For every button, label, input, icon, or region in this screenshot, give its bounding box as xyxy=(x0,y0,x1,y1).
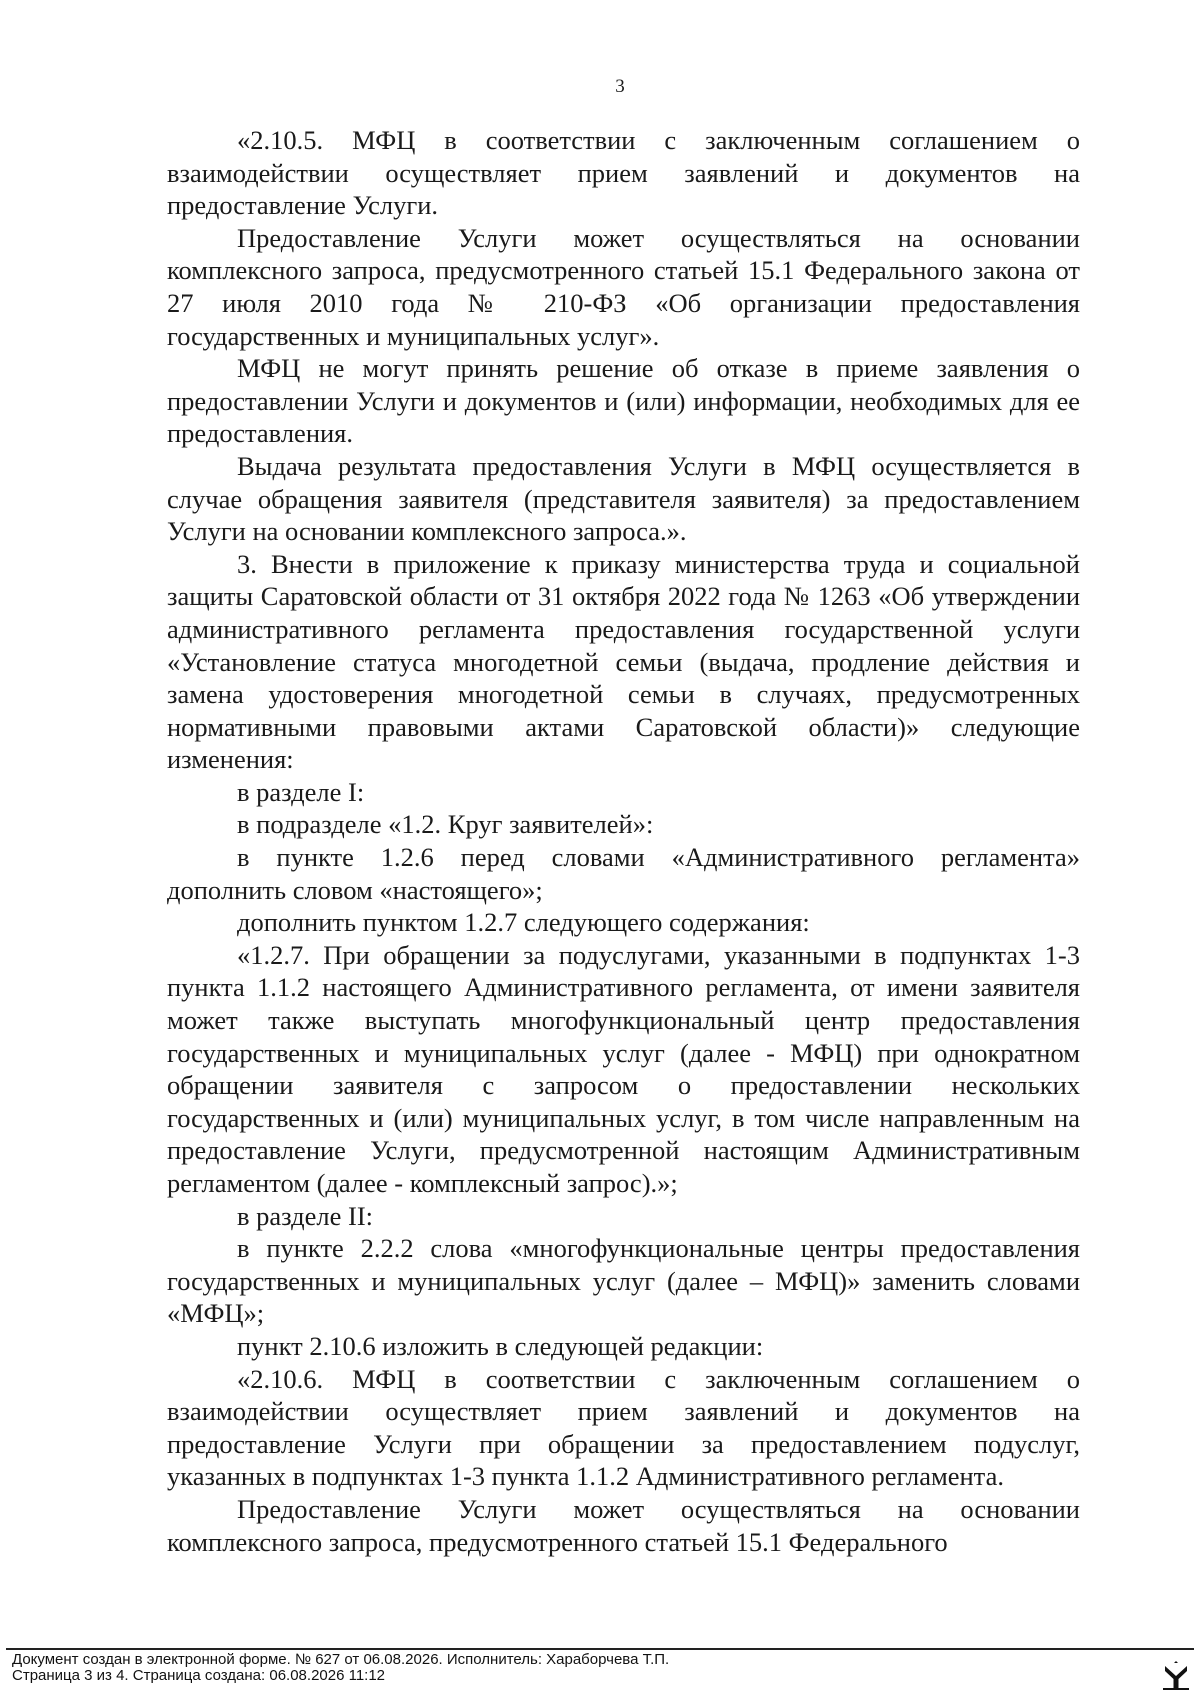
footer-line-page: Страница 3 из 4. Страница создана: 06.08.2026 11:12 xyxy=(12,1667,386,1684)
footer-text xyxy=(12,1652,669,1684)
paragraph: Выдача результата предоставления Услуги в МФЦ осуществляется в случае обращения заявителя (представителя заявителя) за предоставлением Услуги на основании комплексного запроса.». xyxy=(167,450,1080,547)
footer-divider xyxy=(6,1648,1194,1650)
paragraph: Предоставление Услуги может осуществляться на основании комплексного запроса, предусмотренного статьей 15.1 Федерального xyxy=(167,1493,1080,1557)
page-number: 3 xyxy=(615,76,625,97)
paragraph: «1.2.7. При обращении за подуслугами, указанными в подпунктах 1-3 пункта 1.1.2 настоящего Административного регламента, от имени заявителя может также выступать многофункциональный центр предоставления государственных и муниципальных услуг (далее - МФЦ) при однократном обращении заявителя с запросом о предоставлении нескольких государственных и (или) муниципальных услуг, в том числе направленным на предоставление Услуги, предусмотренной настоящим Административным регламентом (далее - комплексный запрос).»; xyxy=(167,939,1080,1198)
paragraph: в разделе I: xyxy=(237,776,365,807)
paragraph: Предоставление Услуги может осуществляться на основании комплексного запроса, предусмотренного статьей 15.1 Федерального закона от 27 июля 2010 года № 210-ФЗ «Об организации предоставления государственных и муниципальных услуг». xyxy=(167,222,1080,351)
paragraph: в подразделе «1.2. Круг заявителей»: xyxy=(237,809,654,840)
paragraph: «2.10.6. МФЦ в соответствии с заключенным соглашением о взаимодействии осуществляет прием заявлений и документов на предоставление Услуги при обращении за предоставлением подуслуг, указанных в подпунктах 1-3 пункта 1.1.2 Административного регламента. xyxy=(167,1363,1080,1492)
paragraph: пункт 2.10.6 изложить в следующей редакции: xyxy=(237,1330,764,1361)
paragraph: дополнить пунктом 1.2.7 следующего содержания: xyxy=(237,907,810,938)
paragraph: «2.10.5. МФЦ в соответствии с заключенным соглашением о взаимодействии осуществляет прием заявлений и документов на предоставление Услуги. xyxy=(167,125,1080,221)
paragraph: в пункте 1.2.6 перед словами «Административного регламента» дополнить словом «настоящего»; xyxy=(167,842,1080,905)
footer-line-document: Документ создан в электронной форме. № 627 от 06.08.2026. Исполнитель: Хараборчева Т.П. xyxy=(12,1651,670,1668)
paragraph: МФЦ не могут принять решение об отказе в приеме заявления о предоставлении Услуги и документов и (или) информации, необходимых для ее предоставления. xyxy=(167,353,1080,449)
paragraph: 3. Внести в приложение к приказу министерства труда и социальной защиты Саратовской области от 31 октября 2022 года № 1263 «Об утверждении административного регламента предоставления государственной услуги «Установление статуса многодетной семьи (выдача, продление действия и замена удостоверения многодетной семьи в случаях, предусмотренных нормативными правовыми актами Саратовской области)» следующие изменения: xyxy=(167,548,1080,775)
document-body xyxy=(167,124,1080,1558)
emblem-icon xyxy=(1163,1660,1189,1690)
paragraph: в разделе II: xyxy=(237,1200,374,1231)
paragraph: в пункте 2.2.2 слова «многофункциональные центры предоставления государственных и муниципальных услуг (далее – МФЦ)» заменить словами «МФЦ»; xyxy=(167,1233,1080,1329)
document-footer xyxy=(0,1648,1200,1698)
